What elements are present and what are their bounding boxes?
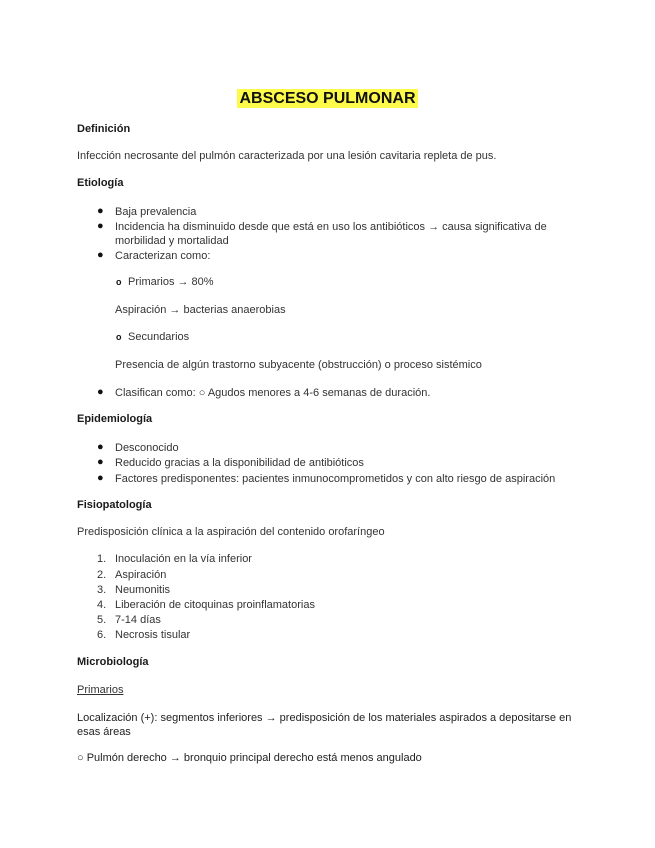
bullet-icon: ● <box>97 386 104 398</box>
pulmon-derecho-text: ○ Pulmón derecho → bronquio principal derecho está menos angulado <box>77 752 422 764</box>
bullet-icon: ● <box>97 220 104 232</box>
step-number: 5. <box>97 614 107 626</box>
bullet-icon: ● <box>97 472 104 484</box>
step-number: 1. <box>97 553 107 565</box>
heading-epidemiologia: Epidemiología <box>77 413 153 425</box>
step-text: Inoculación en la vía inferior <box>115 553 252 565</box>
step-number: 3. <box>97 584 107 596</box>
bullet-icon: ● <box>97 249 104 261</box>
list-item: Caracterizan como: <box>115 250 211 262</box>
step-text: Liberación de citoquinas proinflamatorias <box>115 599 315 611</box>
secundarios-item: Secundarios <box>128 331 190 343</box>
sub-bullet-icon: o <box>116 277 122 287</box>
page-title <box>0 90 655 108</box>
list-item: Incidencia ha disminuido desde que está en uso los antibióticos → causa significativa de morbilidad y mortalidad <box>115 221 547 247</box>
heading-definicion: Definición <box>77 123 131 135</box>
title-highlight: ABSCESO PULMONAR <box>239 90 416 107</box>
step-text: Neumonitis <box>115 584 171 596</box>
list-item: Factores predisponentes: pacientes inmunocomprometidos y con alto riesgo de aspiración <box>115 473 556 485</box>
step-text: 7-14 días <box>115 614 161 626</box>
clasifican-item: Clasifican como: ○ Agudos menores a 4-6 semanas de duración. <box>115 387 431 399</box>
step-number: 4. <box>97 599 107 611</box>
definicion-text: Infección necrosante del pulmón caracterizada por una lesión cavitaria repleta de pus. <box>77 150 497 162</box>
list-item: Reducido gracias a la disponibilidad de antibióticos <box>115 457 364 469</box>
bullet-icon: ● <box>97 456 104 468</box>
sub-bullet-icon: o <box>116 332 122 342</box>
step-text: Necrosis tisular <box>115 629 191 641</box>
secundarios-detail: Presencia de algún trastorno subyacente (obstrucción) o proceso sistémico <box>115 359 482 371</box>
fisiopatologia-text: Predisposición clínica a la aspiración del contenido orofaríngeo <box>77 526 385 538</box>
step-number: 6. <box>97 629 107 641</box>
heading-microbiologia: Microbiología <box>77 656 149 668</box>
step-text: Aspiración <box>115 569 167 581</box>
localizacion-text: Localización (+): segmentos inferiores → predisposición de los materiales aspirados a depositarse en esas áreas <box>77 712 572 738</box>
primarios-detail: Aspiración → bacterias anaerobias <box>115 304 286 316</box>
list-item: Baja prevalencia <box>115 206 197 218</box>
subheading-primarios: Primarios <box>77 684 124 696</box>
bullet-icon: ● <box>97 205 104 217</box>
step-number: 2. <box>97 569 107 581</box>
heading-etiologia: Etiología <box>77 177 124 189</box>
primarios-item: Primarios → 80% <box>128 276 214 288</box>
list-item: Desconocido <box>115 442 179 454</box>
heading-fisiopatologia: Fisiopatología <box>77 499 152 511</box>
bullet-icon: ● <box>97 441 104 453</box>
